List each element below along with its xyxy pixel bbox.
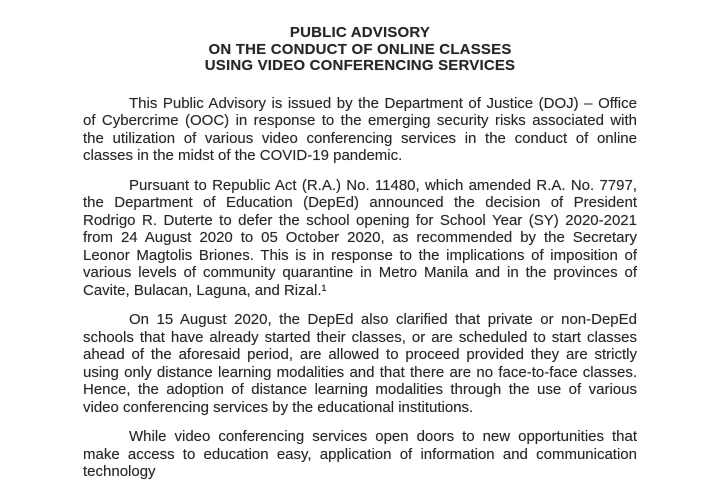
paragraph-intro-doj-ooc: This Public Advisory is issued by the Department of Justice (DOJ) – Office of Cybercrime (OOC) in response to the emerging security risks associated with the utilization of various video conferencing services in the conduct of online classes in the midst of the COVID-19 pandemic. bbox=[83, 94, 637, 164]
paragraph-deped-clarification: On 15 August 2020, the DepEd also clarified that private or non-DepEd schools that have already started their classes, or are scheduled to start classes ahead of the aforesaid period, are allowed to proceed provided they are strictly using only distance learning modalities and that there are no face-to-face classes. Hence, the adoption of distance learning modalities through the use of various video conferencing services by the educational institutions. bbox=[83, 311, 637, 416]
title-line-public-advisory: PUBLIC ADVISORY bbox=[289, 24, 431, 41]
paragraph-republic-act-deferment: Pursuant to Republic Act (R.A.) No. 11480, which amended R.A. No. 7797, the Department of Education (DepEd) announced the decision of President Rodrigo R. Duterte to defer the school opening for School Year (SY) 2020-2021 from 24 August 2020 to 05 October 2020, as recommended by the Secretary Leonor Magtolis Briones. This is in response to the implications of imposition of various levels of community quarantine in Metro Manila and in the provinces of Cavite, Bulacan, Laguna, and Rizal.¹ bbox=[83, 176, 637, 299]
paragraph-video-conferencing-opportunities: While video conferencing services open doors to new opportunities that make access to education easy, application of information and communication technology bbox=[83, 428, 637, 480]
document-body bbox=[83, 95, 637, 481]
document-title bbox=[83, 25, 637, 75]
title-line-video-conferencing-services: USING VIDEO CONFERENCING SERVICES bbox=[204, 57, 516, 74]
title-line-conduct-of-online-classes: ON THE CONDUCT OF ONLINE CLASSES bbox=[208, 40, 512, 58]
